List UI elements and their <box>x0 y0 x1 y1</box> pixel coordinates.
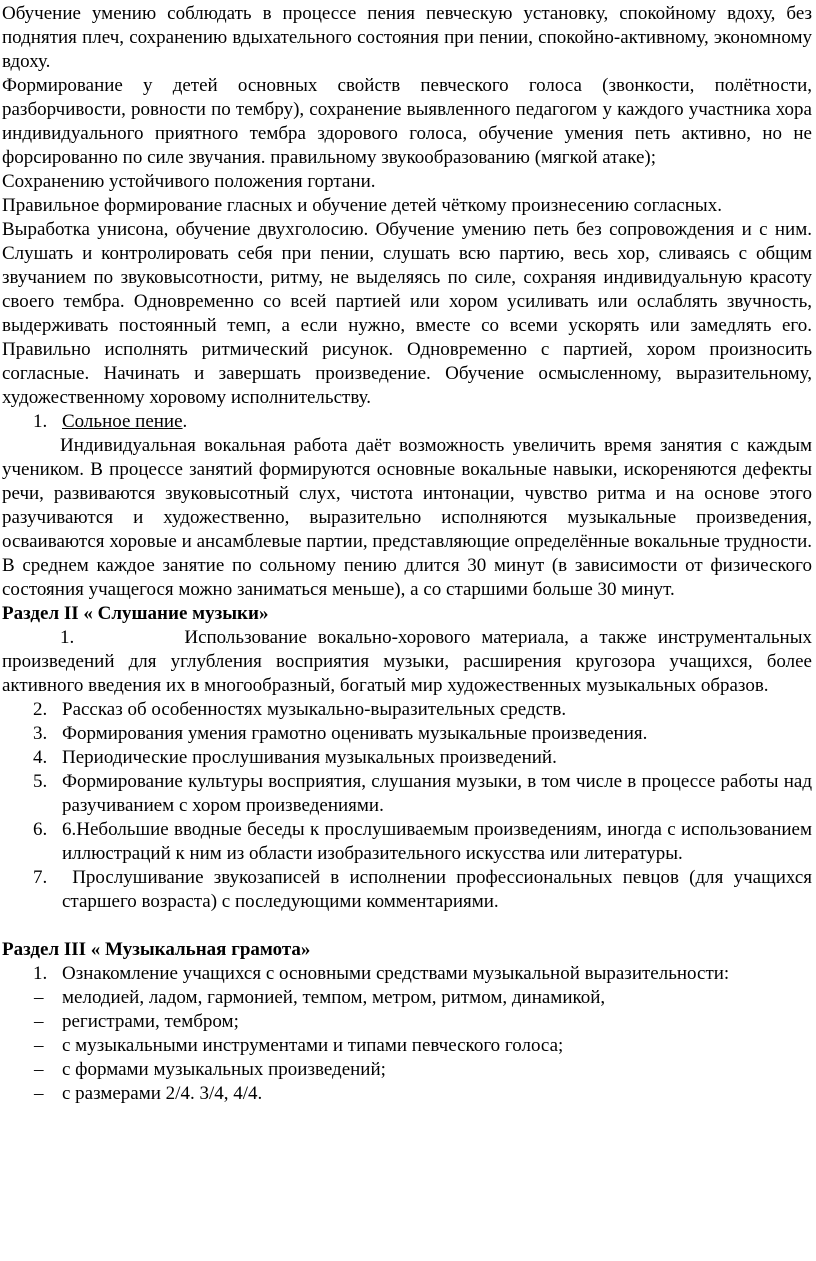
section-3-heading: Раздел III « Музыкальная грамота» <box>2 939 311 960</box>
list-item-text: Прослушивание звукозаписей в исполнении профессиональных певцов (для учащихся старшего возраста) с последующими комментариями. <box>62 867 812 912</box>
dash-marker: – <box>34 1083 44 1104</box>
dash-item-text: с формами музыкальных произведений; <box>62 1059 386 1080</box>
dash-item-text: мелодией, ладом, гармонией, темпом, метром, ритмом, динамикой, <box>62 987 606 1008</box>
list-marker: 7. <box>33 867 48 888</box>
dash-marker: – <box>34 1011 44 1032</box>
list-item <box>2 818 812 866</box>
dash-item-text: с музыкальными инструментами и типами певческого голоса; <box>62 1035 564 1056</box>
list-marker: 4. <box>33 747 48 768</box>
paragraph-solo-singing: Индивидуальная вокальная работа даёт возможность увеличить время занятия с каждым учеником. В процессе занятий формируются основные вокальные навыки, искореняются дефекты речи, развиваются звуковысотный слух, чистота интонации, чувство ритма и на основе этого разучиваются и художественно, выразительно исполняются музыкальные произведения, осваиваются хоровые и ансамблевые партии, представляющие определённые вокальные трудности. В среднем каждое занятие по сольному пению длится 30 минут (в зависимости от физического состояния учащегося можно заниматься меньше), а со старшими больше 30 минут. <box>2 435 812 600</box>
list-item-text: Ознакомление учащихся с основными средствами музыкальной выразительности: <box>62 963 730 984</box>
paragraph-voice-properties: Формирование у детей основных свойств певческого голоса (звонкости, полётности, разборчивости, ровности по тембру), сохранение выявленного педагогом у каждого участника хора индивидуального приятного тембра здорового голоса, обучение умения петь активно, но не форсированно по силе звучания. правильному звукообразованию (мягкой атаке); <box>2 75 812 168</box>
list-item-text: Формирования умения грамотно оценивать музыкальные произведения. <box>62 723 648 744</box>
dash-list-item <box>2 986 812 1010</box>
list-marker: 3. <box>33 723 48 744</box>
list-item <box>2 962 812 986</box>
section-2-item-1: 1. Использование вокально-хорового материала, а также инструментальных произведений для углубления восприятия музыки, расширения кругозора учащихся, более активного введения их в многообразный, богатый мир художественных музыкальных образов. <box>2 627 812 696</box>
paragraph-unison: Выработка унисона, обучение двухголосию. Обучение умению петь без сопровождения и с ним. Слушать и контролировать себя при пении, слушать всю партию, весь хор, сливаясь с общим звучанием по звуковысотности, ритму, не выделяясь по силе, сохраняя индивидуальную красоту своего тембра. Одновременно со всей партией или хором усиливать или ослаблять звучность, выдерживать постоянный темп, а если нужно, вместе со всеми ускорять или замедлять его. Правильно исполнять ритмический рисунок. Одновременно с партией, хором произносить согласные. Начинать и завершать произведение. Обучение осмысленному, выразительному, художественному хоровому исполнительству. <box>2 219 812 408</box>
dash-item-text: с размерами 2/4. 3/4, 4/4. <box>62 1083 263 1104</box>
solo-singing-title: Сольное пение <box>62 411 183 432</box>
list-marker: 1. <box>33 411 48 432</box>
dash-marker: – <box>34 987 44 1008</box>
list-item <box>2 770 812 818</box>
list-item <box>2 722 812 746</box>
list-item-text: Рассказ об особенностях музыкально-выразительных средств. <box>62 699 567 720</box>
section-2-heading: Раздел II « Слушание музыки» <box>2 603 269 624</box>
dash-list-item <box>2 1010 812 1034</box>
list-marker: 1. <box>33 963 48 984</box>
dash-list-item <box>2 1034 812 1058</box>
list-item-text: 6.Небольшие вводные беседы к прослушиваемым произведениям, иногда с использованием иллюстраций к ним из области изобразительного искусства или литературы. <box>62 819 812 864</box>
list-marker: 5. <box>33 771 48 792</box>
dash-item-text: регистрами, тембром; <box>62 1011 239 1032</box>
list-item-text: Формирование культуры восприятия, слушания музыки, в том числе в процессе работы над разучиванием с хором произведениями. <box>62 771 812 816</box>
paragraph-vowels: Правильное формирование гласных и обучение детей чёткому произнесению согласных. <box>2 195 722 216</box>
solo-singing-item <box>2 410 812 434</box>
dash-list-item <box>2 1082 812 1106</box>
list-item <box>2 866 812 914</box>
list-marker: 6. <box>33 819 48 840</box>
paragraph-breathing: Обучение умению соблюдать в процессе пения певческую установку, спокойному вдоху, без поднятия плеч, сохранению вдыхательного состояния при пении, спокойно-активному, экономному вдоху. <box>2 3 812 72</box>
list-marker: 2. <box>33 699 48 720</box>
spacer <box>2 914 812 938</box>
dash-marker: – <box>34 1035 44 1056</box>
list-item <box>2 698 812 722</box>
list-item-text: Периодические прослушивания музыкальных произведений. <box>62 747 557 768</box>
paragraph-larynx: Сохранению устойчивого положения гортани. <box>2 171 376 192</box>
section-3-list <box>2 962 812 1106</box>
dash-marker: – <box>34 1059 44 1080</box>
section-2-list <box>2 698 812 914</box>
solo-singing-title-suffix: . <box>182 411 188 432</box>
list-item <box>2 746 812 770</box>
dash-list-item <box>2 1058 812 1082</box>
